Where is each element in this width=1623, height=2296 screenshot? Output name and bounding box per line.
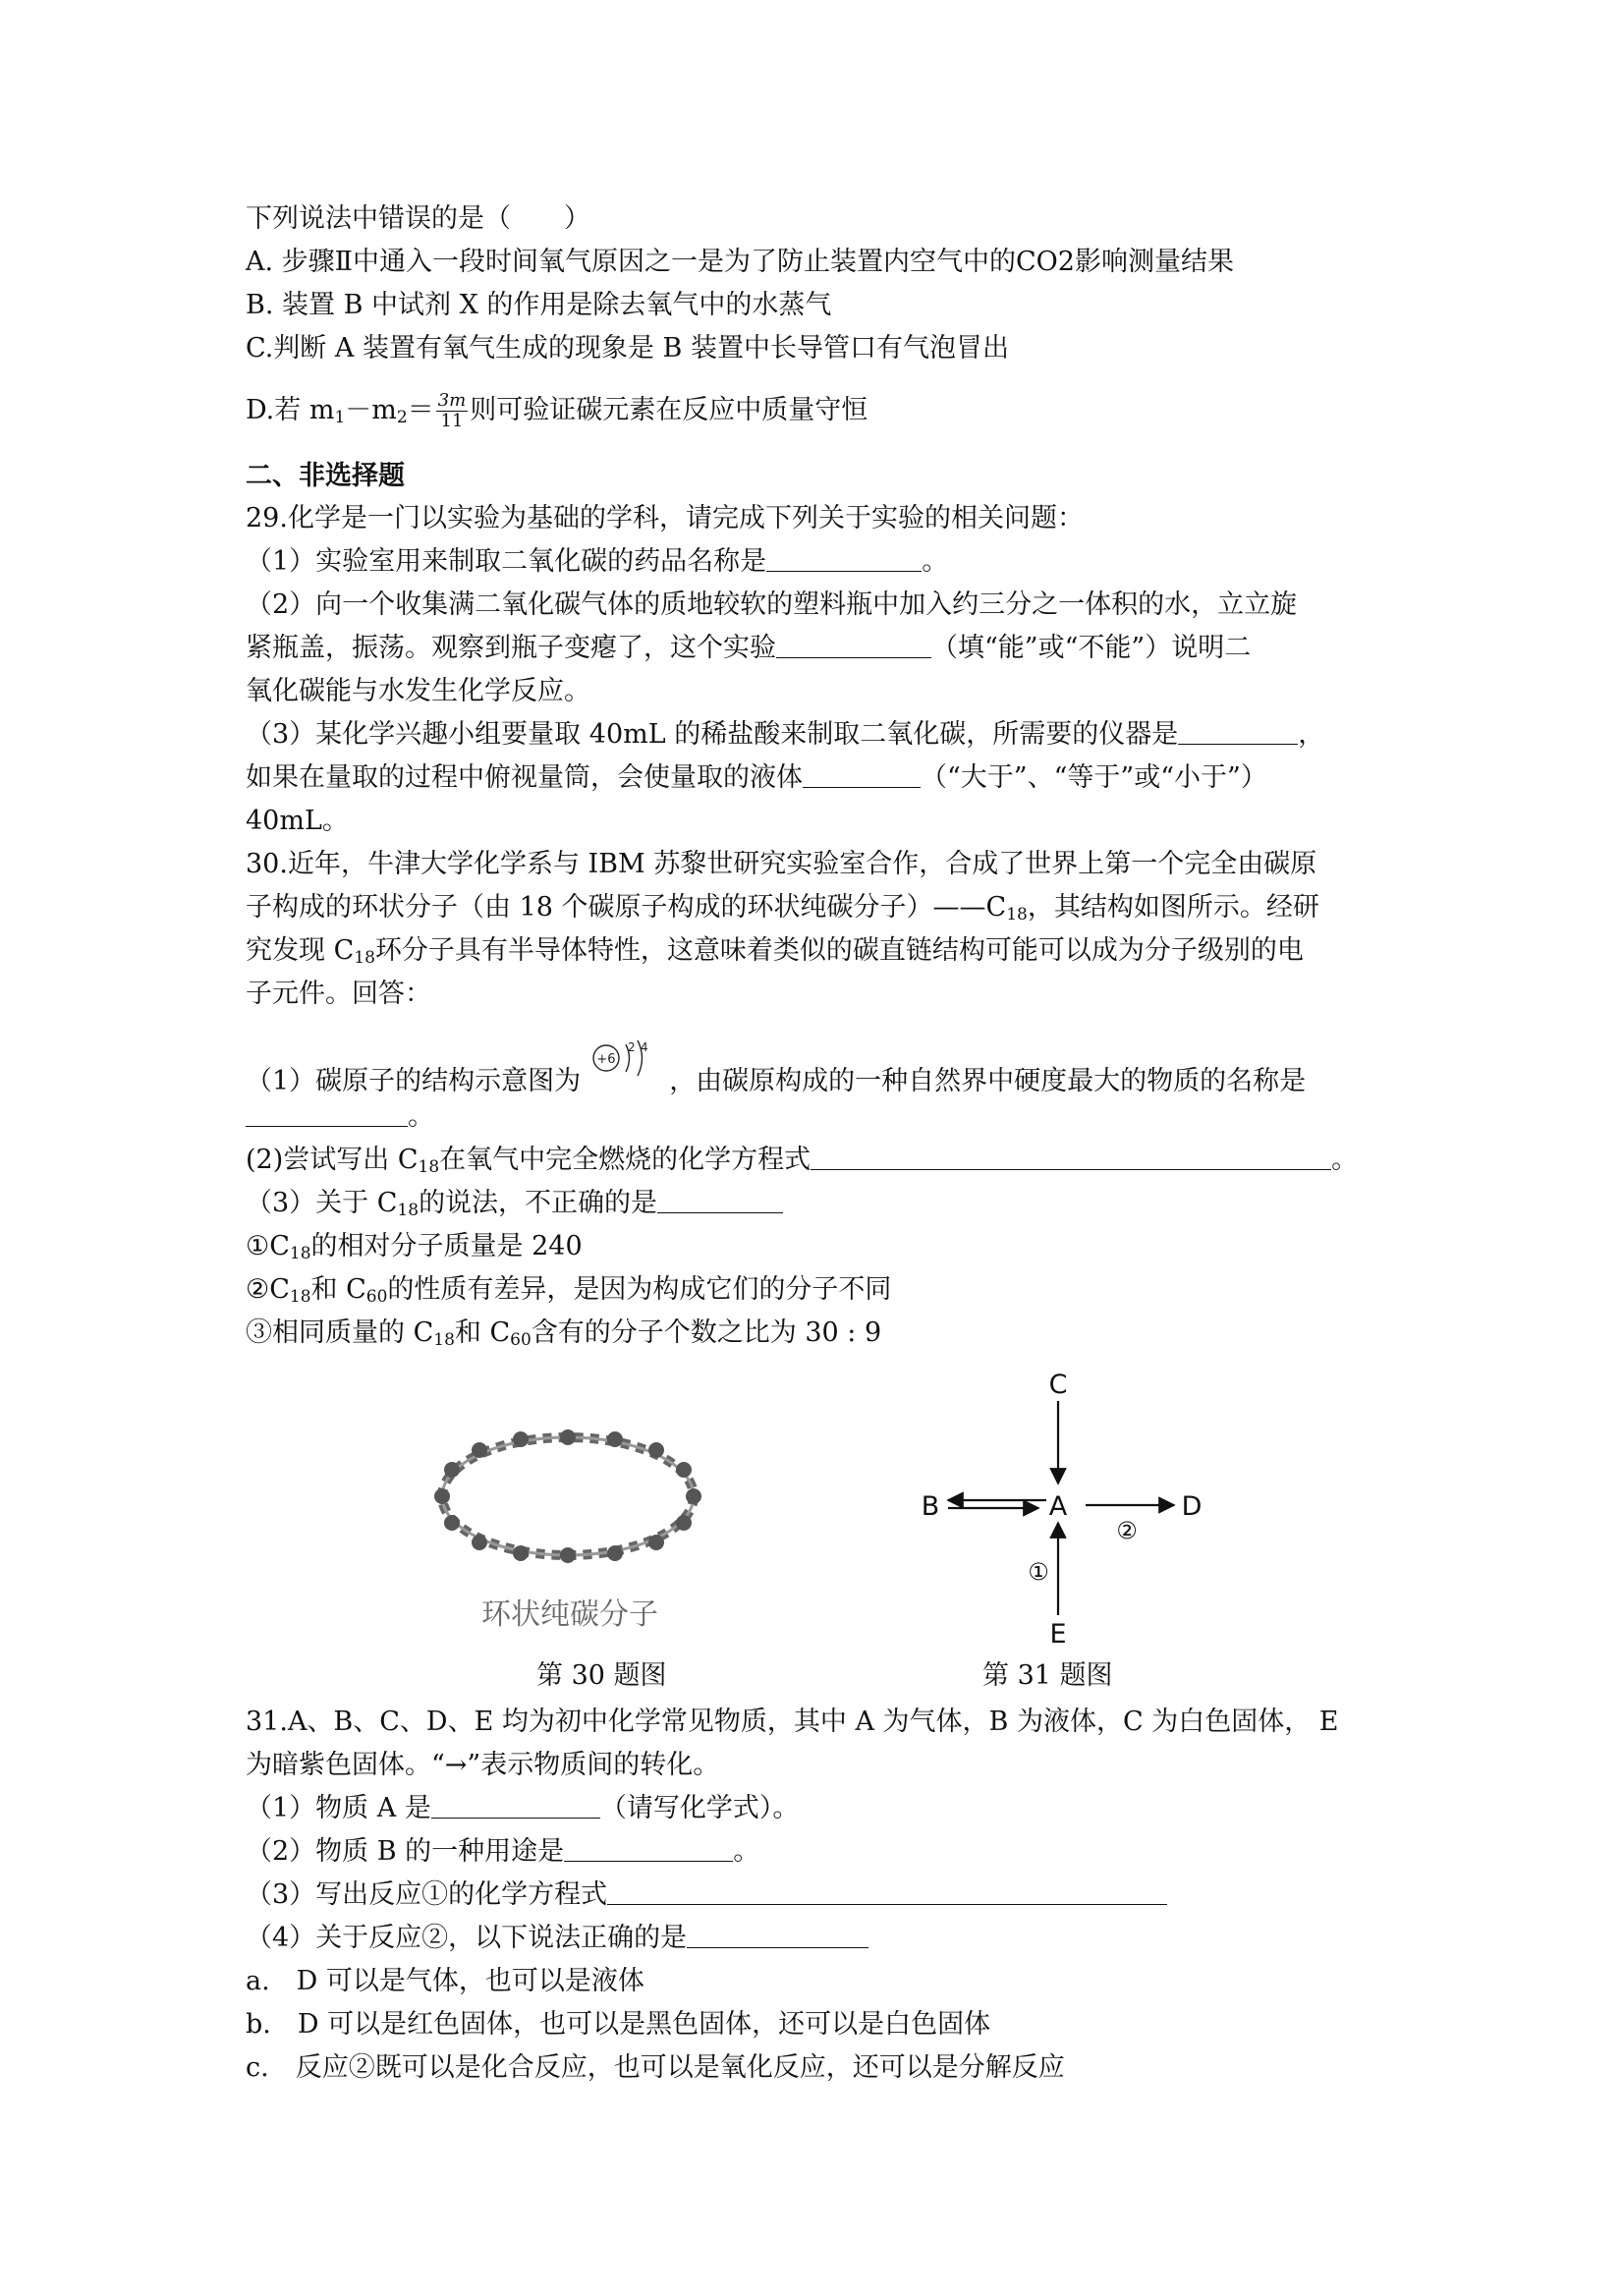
answer-blank	[776, 632, 931, 658]
answer-blank	[766, 545, 922, 572]
answer-blank	[687, 1922, 868, 1948]
q28-stem: 下列说法中错误的是（ ）	[246, 203, 590, 234]
figure-30-caption: 第 30 题图	[536, 1660, 667, 1691]
q31-option-c: c. 反应②既可以是化合反应，也可以是氧化反应，还可以是分解反应	[246, 2052, 1065, 2083]
answer-blank	[564, 1835, 733, 1862]
carbon-atom-diagram	[581, 1040, 669, 1093]
node-a: A	[1048, 1491, 1068, 1522]
q29-part1: （1）实验室用来制取二氧化碳的药品名称是 。	[246, 546, 949, 577]
q31-part2: （2）物质 B 的一种用途是 。	[246, 1836, 760, 1867]
q31-line2: 为暗紫色固体。“→”表示物质间的转化。	[246, 1750, 720, 1780]
answer-blank	[1178, 718, 1298, 745]
q31-part4: （4）关于反应②，以下说法正确的是	[246, 1919, 1405, 1958]
section-title: 二、非选择题	[246, 461, 405, 491]
q31-part3: （3）写出反应①的化学方程式	[246, 1876, 1405, 1915]
q31-part1: （1）物质 A 是 （请写化学式）。	[246, 1793, 800, 1823]
q30-part1-answer: 。	[246, 1097, 1405, 1137]
q28-option-b: B. 装置 B 中试剂 X 的作用是除去氧气中的水蒸气	[246, 290, 832, 320]
q29-part3-line1: （3）某化学兴趣小组要量取 40mL 的稀盐酸来制取二氧化碳，所需要的仪器是 ，	[246, 719, 1325, 750]
q29-part2-line1: （2）向一个收集满二氧化碳气体的质地较软的塑料瓶中加入约三分之一体积的水，立立旋	[246, 589, 1298, 620]
answer-blank	[803, 761, 921, 788]
answer-blank	[657, 1187, 783, 1213]
answer-blank	[607, 1878, 1167, 1905]
q31-option-b: b. D 可以是红色固体，也可以是黑色固体，还可以是白色固体	[246, 2009, 991, 2040]
q30-line3: 究发现 $C_{18}$环分子具有半导体特性，这意味着类似的碳直链结构可能可以成为分子级别的电	[246, 935, 1304, 968]
node-b: B	[921, 1491, 940, 1522]
q31-line1: 31.A、B、C、D、E 均为初中化学常见物质，其中 A 为气体，B 为液体，C 为白色固体， E	[246, 1707, 1339, 1737]
q30-part3: （3）关于 $C_{18}$的说法，不正确的是	[246, 1184, 1405, 1230]
ring-molecule-image	[422, 1390, 717, 1646]
q30-option-3: ③相同质量的 $C_{18}$和 $C_{60}$含有的分子个数之比为 30 : 9	[246, 1317, 882, 1350]
q31-option-a: a. D 可以是气体，也可以是液体	[246, 1966, 644, 1996]
answer-blank	[246, 1100, 408, 1127]
reaction-2-label: ②	[1116, 1517, 1138, 1544]
q29-part2-line2: 紧瓶盖，振荡。观察到瓶子变瘪了，这个实验 （填“能”或“不能”）说明二	[246, 633, 1252, 663]
figure-31-caption: 第 31 题图	[982, 1660, 1113, 1691]
atom-shell-1: 2	[628, 1040, 636, 1054]
q29-part2-line3: 氧化碳能与水发生化学反应。	[246, 676, 590, 706]
q30-line4: 子元件。回答：	[246, 979, 431, 1009]
figure-30	[422, 1390, 717, 1646]
answer-blank	[431, 1792, 600, 1819]
q29-part3-line2: 如果在量取的过程中俯视量筒，会使量取的液体 （“大于”、“等于”或“小于”）	[246, 762, 1267, 793]
conversion-diagram	[909, 1358, 1223, 1652]
answer-blank	[811, 1144, 1331, 1170]
reaction-1-label: ①	[1028, 1558, 1049, 1586]
q29-part3-line3: 40mL。	[246, 806, 349, 836]
q28-option-c: C.判断 A 装置有氧气生成的现象是 B 装置中长导管口有气泡冒出	[246, 333, 1009, 364]
q30-line2: 子构成的环状分子（由 18 个碳原子构成的环状纯碳分子）$——C_{18}$，其结构如图所示。经研	[246, 892, 1319, 924]
figure-30-label: 环状纯碳分子	[481, 1597, 658, 1632]
atom-nucleus: +6	[596, 1052, 616, 1067]
q30-part2: (2)尝试写出 $C_{18}$在氧气中完全燃烧的化学方程式 。	[246, 1145, 1359, 1177]
node-e: E	[1049, 1619, 1067, 1650]
node-d: D	[1181, 1491, 1203, 1522]
q30-part1: （1）碳原子的结构示意图为 +6 2 4 ，由碳原构成的一种自然界中硬度最大的物质的名称是	[246, 1040, 1307, 1096]
atom-shell-2: 4	[641, 1040, 648, 1054]
q30-option-1: $①C_{18}$的相对分子质量是 240	[246, 1231, 583, 1263]
q30-line1: 30.近年，牛津大学化学系与 IBM 苏黎世研究实验室合作，合成了世界上第一个完全由碳原	[246, 849, 1317, 879]
q28-option-d: D.若 $m_1-m_2=$ $\frac{3m}{11}$ 则可验证碳元素在反应中质量守恒	[246, 390, 868, 431]
q30-option-2: $②C_{18}$和 $C_{60}$的性质有差异，是因为构成它们的分子不同	[246, 1274, 892, 1307]
figure-31	[909, 1358, 1223, 1652]
fraction: $\frac{3m}{11}$	[437, 390, 467, 431]
q28-option-a: A. 步骤Ⅱ中通入一段时间氧气原因之一是为了防止装置内空气中的CO2影响测量结果	[246, 247, 1234, 277]
node-c: C	[1048, 1370, 1068, 1400]
q29-stem: 29.化学是一门以实验为基础的学科，请完成下列关于实验的相关问题：	[246, 503, 1084, 533]
